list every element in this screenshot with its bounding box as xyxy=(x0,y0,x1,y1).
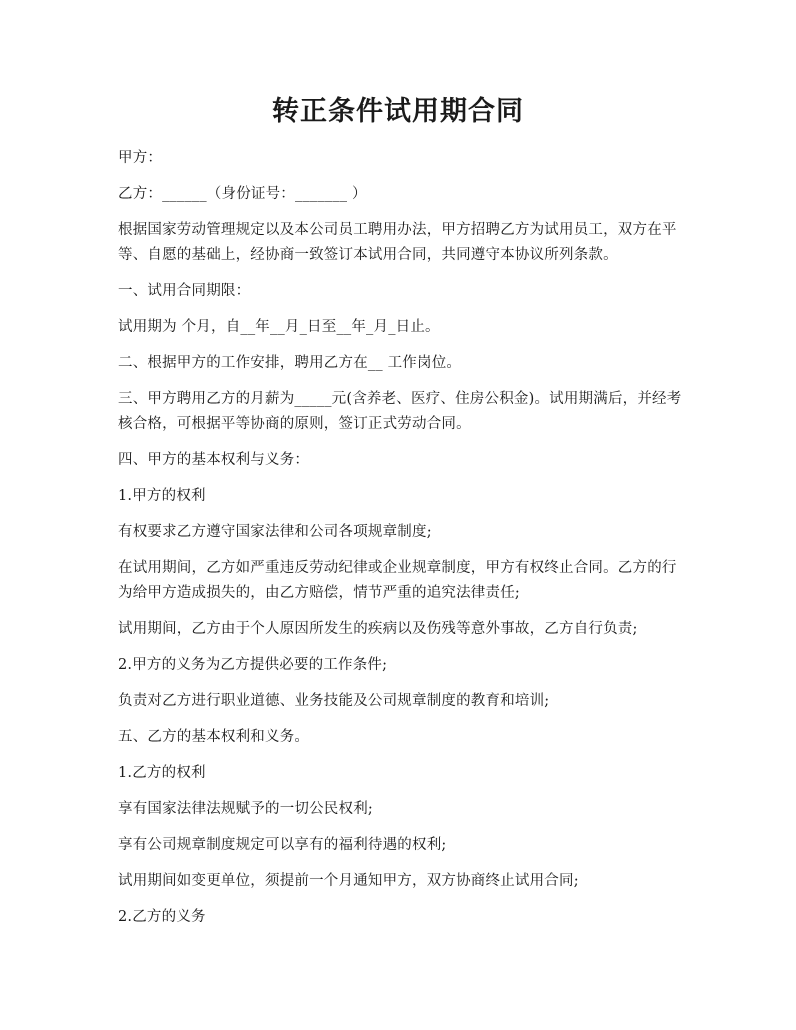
party-a-right-3: 试用期间，乙方由于个人原因所发生的疾病以及伤残等意外事故，乙方自行负责; xyxy=(118,621,638,637)
document-title: 转正条件试用期合同 xyxy=(272,96,524,127)
document-body xyxy=(118,146,684,941)
party-b-line: 乙方：______（身份证号：_______ ） xyxy=(118,186,367,202)
section-heading-term: 一、试用合同期限： xyxy=(118,283,251,299)
party-b-right-1: 享有国家法律法规赋予的一切公民权利; xyxy=(118,801,373,817)
party-a-right-1: 有权要求乙方遵守国家法律和公司各项规章制度; xyxy=(118,524,432,540)
party-a-right-2: 在试用期间，乙方如严重违反劳动纪律或企业规章制度，甲方有权终止合同。乙方的行为给甲方造成损失的，由乙方赔偿，情节严重的追究法律责任; xyxy=(118,560,677,601)
section-heading-position: 二、根据甲方的工作安排，聘用乙方在__ 工作岗位。 xyxy=(118,355,462,371)
preamble-paragraph: 根据国家劳动管理规定以及本公司员工聘用办法，甲方招聘乙方为试用员工，双方在平等、自愿的基础上，经协商一致签订本试用合同，共同遵守本协议所列条款。 xyxy=(118,222,677,263)
party-a-rights-heading: 1.甲方的权利 xyxy=(118,488,206,504)
party-b-rights-heading: 1.乙方的权利 xyxy=(118,765,206,781)
party-a-duty-1: 负责对乙方进行职业道德、业务技能及公司规章制度的教育和培训; xyxy=(118,693,550,709)
party-b-right-2: 享有公司规章制度规定可以享有的福利待遇的权利; xyxy=(118,837,447,853)
party-b-duties-heading: 2.乙方的义务 xyxy=(118,909,206,925)
party-b-right-3: 试用期间如变更单位，须提前一个月通知甲方，双方协商终止试用合同; xyxy=(118,873,579,889)
trial-period-line: 试用期为 个月，自__年__月_日至__年_月_日止。 xyxy=(118,319,440,335)
party-a-duties-heading: 2.甲方的义务为乙方提供必要的工作条件; xyxy=(118,657,388,673)
section-heading-party-a: 四、甲方的基本权利与义务： xyxy=(118,452,310,468)
section-heading-party-b: 五、乙方的基本权利和义务。 xyxy=(118,729,310,745)
party-a-line: 甲方： xyxy=(118,150,163,166)
salary-paragraph: 三、甲方聘用乙方的月薪为_____元(含养老、医疗、住房公积金)。试用期满后，并经考核合格，可根据平等协商的原则，签订正式劳动合同。 xyxy=(118,391,682,432)
